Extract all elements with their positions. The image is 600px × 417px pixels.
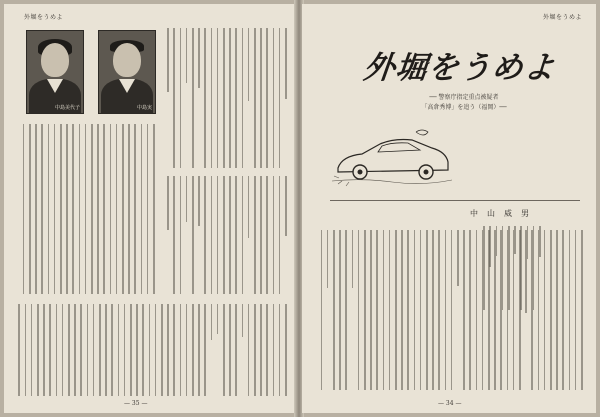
left-top-text-block (164, 28, 288, 168)
text-line (376, 230, 378, 390)
text-line (513, 230, 515, 390)
text-line (141, 124, 143, 294)
text-line (333, 230, 335, 390)
text-line (285, 304, 287, 396)
text-line (389, 230, 391, 390)
text-line (426, 230, 428, 390)
text-line (18, 304, 20, 396)
text-line (445, 230, 447, 390)
text-line (198, 176, 200, 226)
text-line (68, 304, 70, 396)
text-line (248, 176, 250, 238)
text-line (519, 230, 521, 390)
text-line (56, 304, 58, 396)
text-line (29, 124, 31, 294)
text-line (248, 28, 250, 101)
text-line (66, 124, 68, 294)
text-line (235, 304, 237, 396)
right-running-head: 外堀をうめよ (542, 14, 582, 21)
text-line (87, 304, 89, 396)
right-bottom-text-block (320, 230, 584, 390)
text-line (180, 176, 182, 294)
text-line (186, 176, 188, 222)
left-running-head: 外堀をうめよ (24, 14, 64, 21)
text-line (97, 124, 99, 294)
text-line (494, 230, 496, 390)
text-line (142, 304, 144, 396)
text-line (235, 28, 237, 168)
text-line (105, 304, 107, 396)
text-line (469, 230, 471, 390)
text-line (173, 28, 175, 168)
text-line (531, 230, 533, 390)
text-line (60, 124, 62, 294)
text-line (581, 230, 583, 390)
text-line (482, 230, 484, 390)
left-page (4, 4, 296, 413)
text-line (550, 230, 552, 390)
left-middle-right-text-block (164, 176, 288, 294)
text-line (25, 304, 27, 396)
text-line (254, 176, 256, 294)
text-line (74, 304, 76, 396)
article-subtitle-line-1: ── 警察庁指定重点被疑者 (429, 94, 499, 101)
text-line (167, 28, 169, 92)
text-line (488, 230, 490, 390)
text-line (254, 304, 256, 396)
text-line (111, 304, 113, 396)
text-line (211, 304, 213, 340)
text-line (186, 304, 188, 396)
text-line (186, 28, 188, 83)
text-line (451, 230, 453, 390)
text-line (54, 124, 56, 294)
text-line (48, 124, 50, 294)
text-line (229, 176, 231, 294)
text-line (43, 304, 45, 396)
text-line (99, 304, 101, 396)
text-line (229, 304, 231, 396)
left-middle-left-text-block (18, 124, 156, 294)
text-line (285, 28, 287, 99)
text-line (383, 230, 385, 390)
text-line (198, 304, 200, 396)
text-line (525, 230, 527, 313)
text-line (401, 230, 403, 390)
text-line (136, 304, 138, 396)
text-line (103, 124, 105, 294)
text-line (266, 304, 268, 396)
text-line (364, 230, 366, 390)
text-line (575, 230, 577, 390)
text-line (285, 176, 287, 236)
text-line (248, 304, 250, 396)
text-line (149, 304, 151, 396)
portrait-face (113, 43, 141, 77)
text-line (266, 28, 268, 168)
text-line (153, 124, 155, 294)
text-line (167, 176, 169, 230)
text-line (192, 304, 194, 396)
text-line (147, 124, 149, 294)
text-line (260, 176, 262, 294)
text-line (198, 28, 200, 88)
text-line (229, 28, 231, 168)
text-line (395, 230, 397, 390)
text-line (23, 124, 25, 294)
text-line (223, 28, 225, 168)
text-line (31, 304, 33, 396)
text-line (41, 124, 43, 294)
text-line (49, 304, 51, 396)
text-line (37, 304, 39, 396)
text-line (128, 124, 130, 294)
author-rule (330, 200, 580, 201)
text-line (457, 230, 459, 286)
text-line (217, 304, 219, 334)
text-line (122, 124, 124, 294)
text-line (463, 230, 465, 390)
text-line (35, 124, 37, 294)
text-line (161, 304, 163, 396)
text-line (414, 230, 416, 390)
text-line (173, 304, 175, 396)
suspect-portrait-man (98, 30, 156, 114)
photo-caption-woman: 中島美代子 (54, 105, 80, 111)
text-line (569, 230, 571, 390)
portrait-face (41, 43, 69, 77)
text-line (223, 176, 225, 294)
text-line (79, 124, 81, 294)
text-line (223, 304, 225, 396)
text-line (217, 176, 219, 294)
text-line (339, 230, 341, 390)
text-line (273, 176, 275, 294)
text-line (420, 230, 422, 390)
text-line (321, 230, 323, 390)
text-line (217, 28, 219, 168)
text-line (266, 176, 268, 294)
text-line (134, 124, 136, 294)
text-line (242, 28, 244, 168)
text-line (562, 230, 564, 390)
text-line (124, 304, 126, 396)
text-line (556, 230, 558, 390)
text-line (118, 304, 120, 396)
author-name: 中山威男 (470, 209, 538, 218)
text-line (180, 304, 182, 396)
text-line (476, 230, 478, 390)
text-line (130, 304, 132, 396)
text-line (273, 28, 275, 168)
text-line (507, 230, 509, 390)
text-line (72, 124, 74, 294)
sports-car-illustration (332, 126, 452, 188)
text-line (204, 176, 206, 294)
text-line (180, 28, 182, 168)
text-line (192, 28, 194, 168)
text-line (273, 304, 275, 396)
suspect-portrait-woman (26, 30, 84, 114)
right-page (302, 4, 596, 413)
text-line (80, 304, 82, 396)
text-line (538, 230, 540, 390)
article-subtitle-line-2: 「高倉秀博」を追う（福岡）── (421, 104, 507, 111)
right-page-number: — 34 — (438, 400, 462, 407)
text-line (62, 304, 64, 396)
text-line (432, 230, 434, 390)
text-line (91, 124, 93, 294)
text-line (211, 28, 213, 168)
text-line (192, 176, 194, 294)
text-line (235, 176, 237, 294)
text-line (279, 28, 281, 168)
text-line (370, 230, 372, 390)
text-line (438, 230, 440, 390)
text-line (327, 230, 329, 288)
text-line (167, 304, 169, 396)
text-line (544, 230, 546, 390)
text-line (242, 304, 244, 337)
text-line (254, 28, 256, 168)
text-line (358, 230, 360, 390)
text-line (116, 124, 118, 294)
text-line (260, 28, 262, 168)
text-line (407, 230, 409, 390)
text-line (85, 124, 87, 294)
text-line (204, 28, 206, 168)
text-line (110, 124, 112, 294)
text-line (352, 230, 354, 288)
left-page-number: — 35 — (124, 400, 148, 407)
text-line (93, 304, 95, 396)
text-line (204, 304, 206, 396)
text-line (173, 176, 175, 294)
text-line (260, 304, 262, 396)
text-line (279, 176, 281, 294)
left-bottom-text-block (18, 304, 288, 396)
photo-caption-man: 中島実 (136, 105, 152, 111)
text-line (155, 304, 157, 396)
text-line (279, 304, 281, 396)
text-line (242, 176, 244, 294)
text-line (345, 230, 347, 390)
text-line (211, 176, 213, 294)
article-title: 外堀をうめよ (361, 50, 558, 86)
text-line (500, 230, 502, 390)
